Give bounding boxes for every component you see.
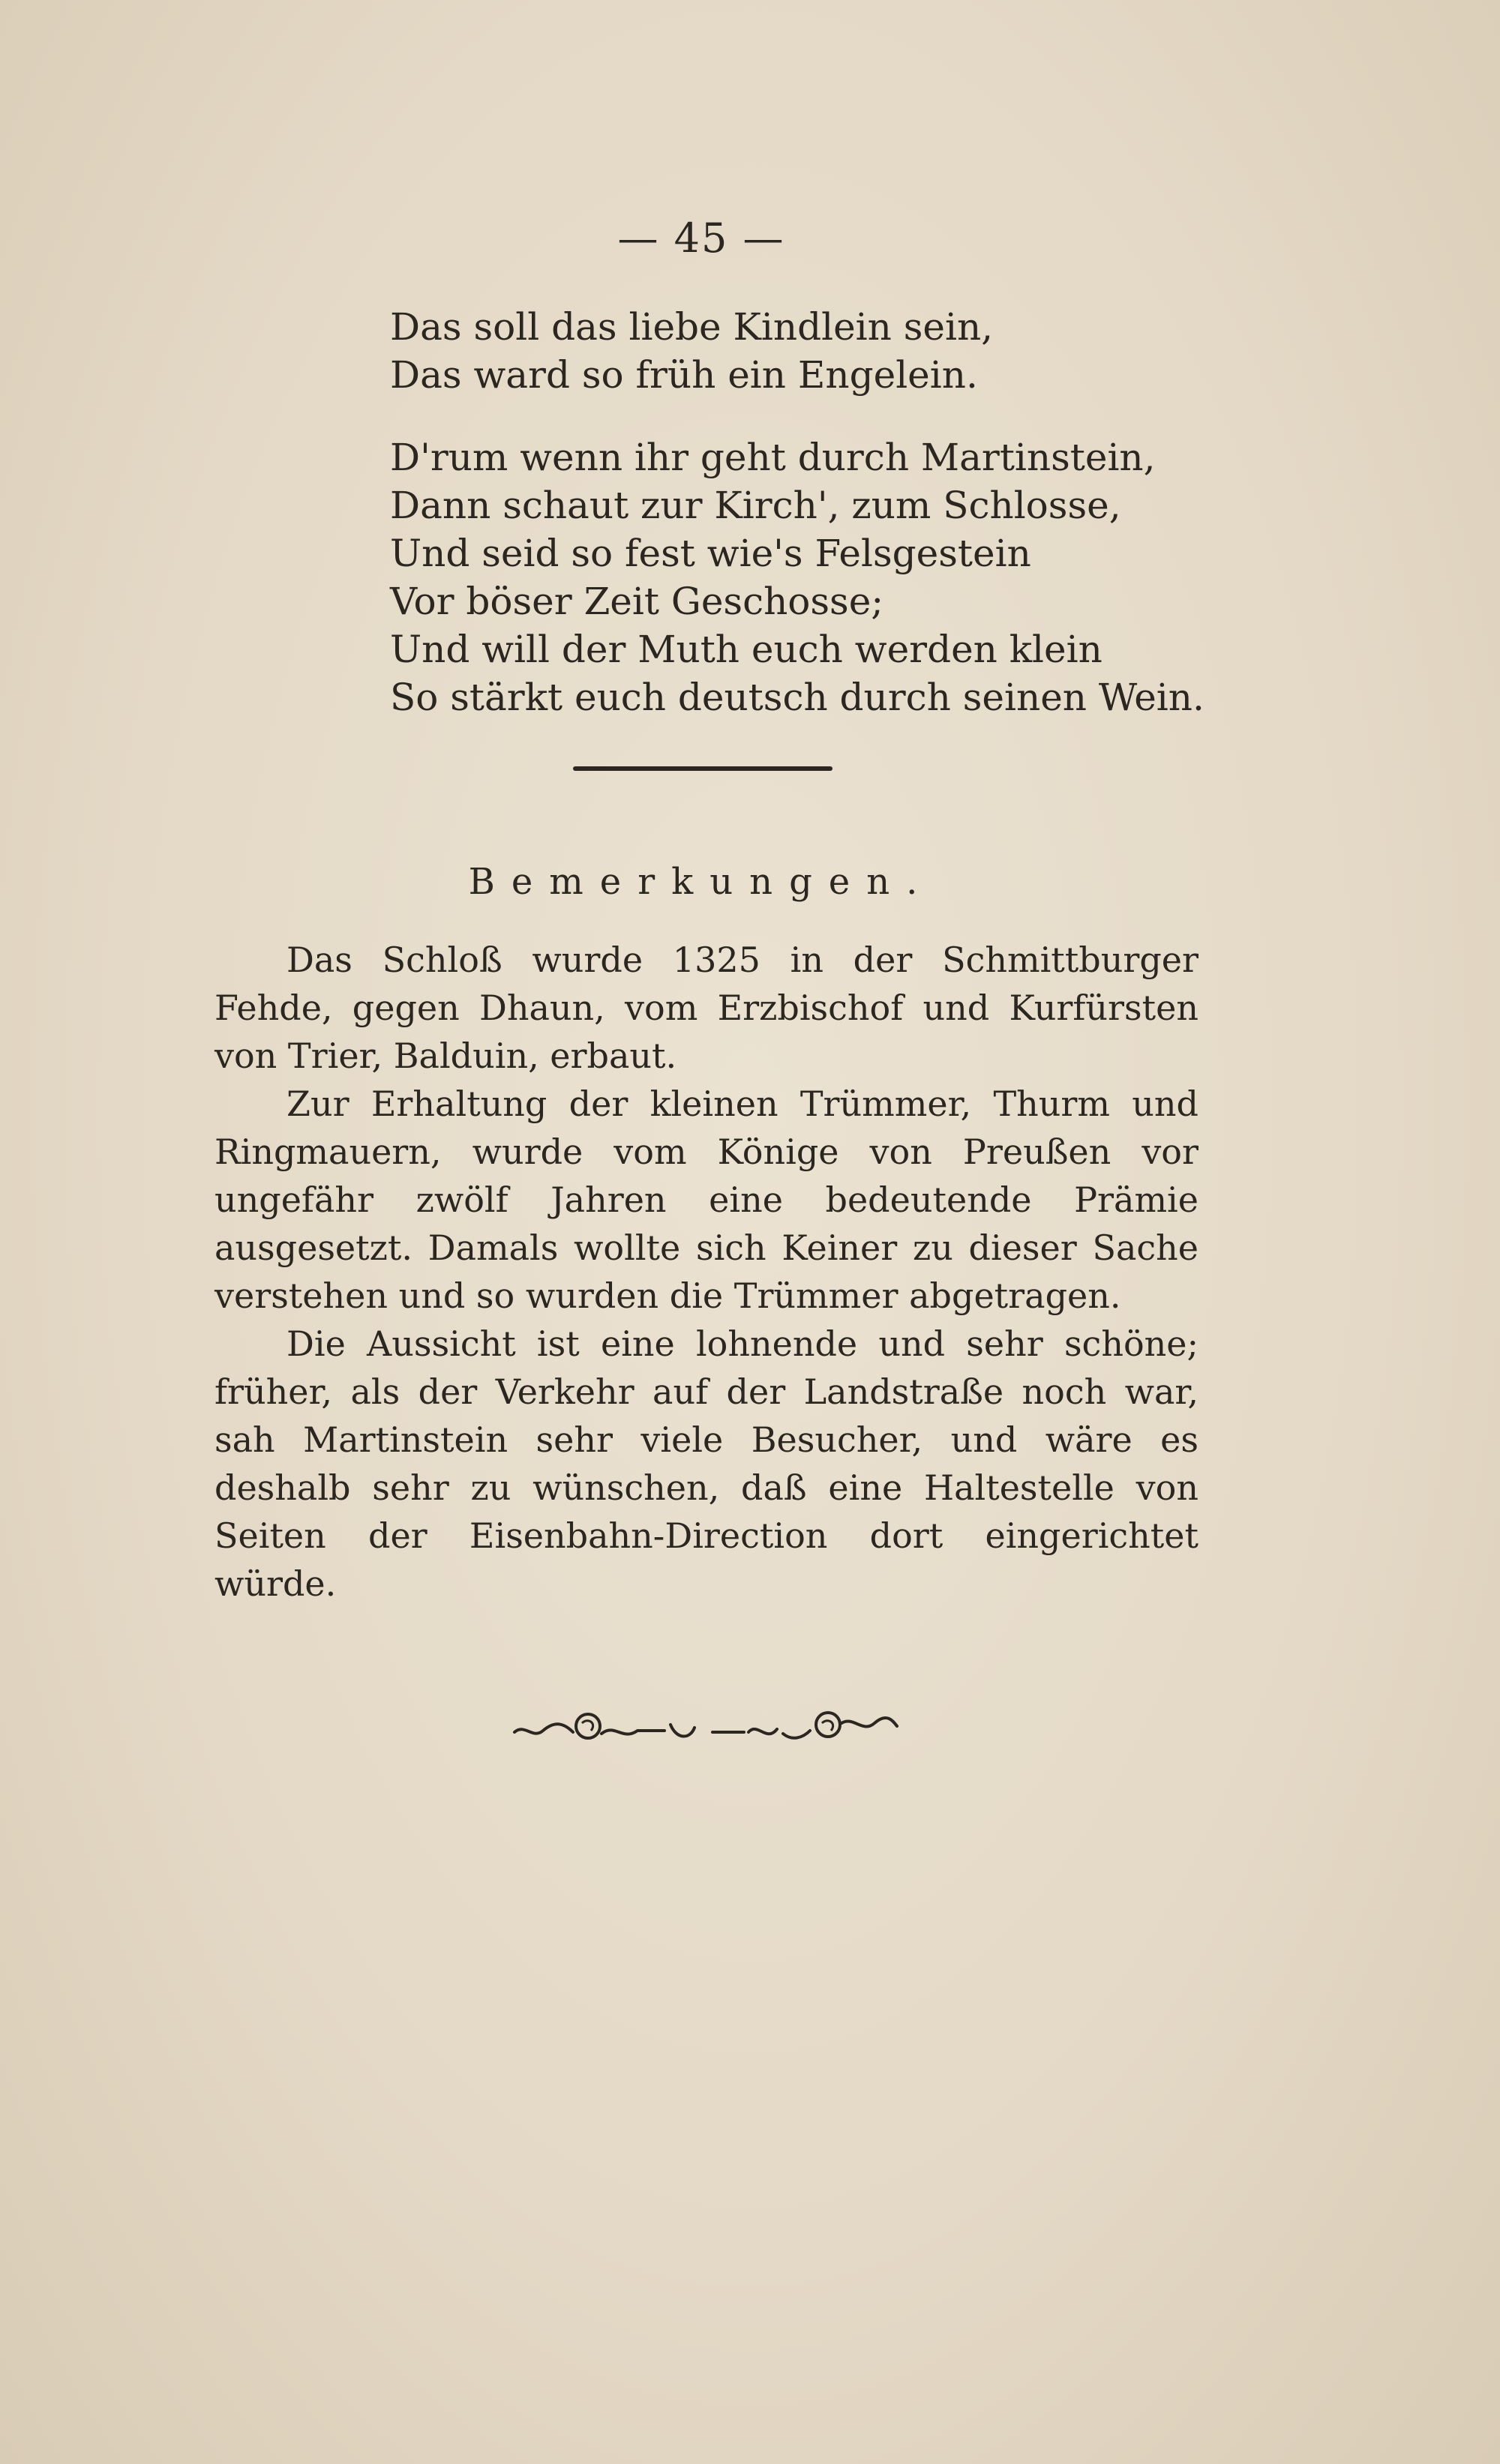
verse-line: So stärkt euch deutsch durch seinen Wein. xyxy=(390,676,1204,719)
verse-line: Und seid so fest wie's Felsgestein xyxy=(390,532,1031,575)
notes-paragraph: Das Schloß wurde 1325 in der Schmittburger Fehde, gegen Dhaun, vom Erzbischof und Kurfürsten von Trier, Balduin, erbaut. xyxy=(214,940,1198,1076)
notes-paragraph: Die Aussicht ist eine lohnende und sehr schöne; früher, als der Verkehr auf der Landstraße noch war, sah Martinstein sehr viele Besucher, und wäre es deshalb sehr zu wünschen, daß eine Haltestelle von Seiten der Eisenbahn-Direction dort eingerichtet würde. xyxy=(214,1323,1198,1604)
verse-line: Das soll das liebe Kindlein sein, xyxy=(390,305,994,349)
notes-heading: Bemerkungen. xyxy=(468,861,934,903)
notes-paragraph: Zur Erhaltung der kleinen Trümmer, Thurm und Ringmauern, wurde vom Könige von Preußen vor ungefähr zwölf Jahren eine bedeutende Prämie ausgesetzt. Damals wollte sich Keiner zu dieser Sache verstehen und so wurden die Trümmer abgetragen. xyxy=(214,1084,1198,1316)
poem-stanza-1 xyxy=(390,303,1215,399)
page-number: — 45 — xyxy=(617,214,785,262)
verse-line: Das ward so früh ein Engelein. xyxy=(390,353,978,397)
end-ornament-icon xyxy=(510,1701,900,1753)
verse-line: Dann schaut zur Kirch', zum Schlosse, xyxy=(390,484,1121,527)
notes-body xyxy=(214,936,1198,1608)
section-divider-rule xyxy=(573,766,832,771)
verse-line: Und will der Muth euch werden klein xyxy=(390,628,1102,671)
poem-stanza-2 xyxy=(390,433,1215,721)
verse-line: D'rum wenn ihr geht durch Martinstein, xyxy=(390,436,1156,479)
verse-line: Vor böser Zeit Geschosse; xyxy=(390,580,884,623)
